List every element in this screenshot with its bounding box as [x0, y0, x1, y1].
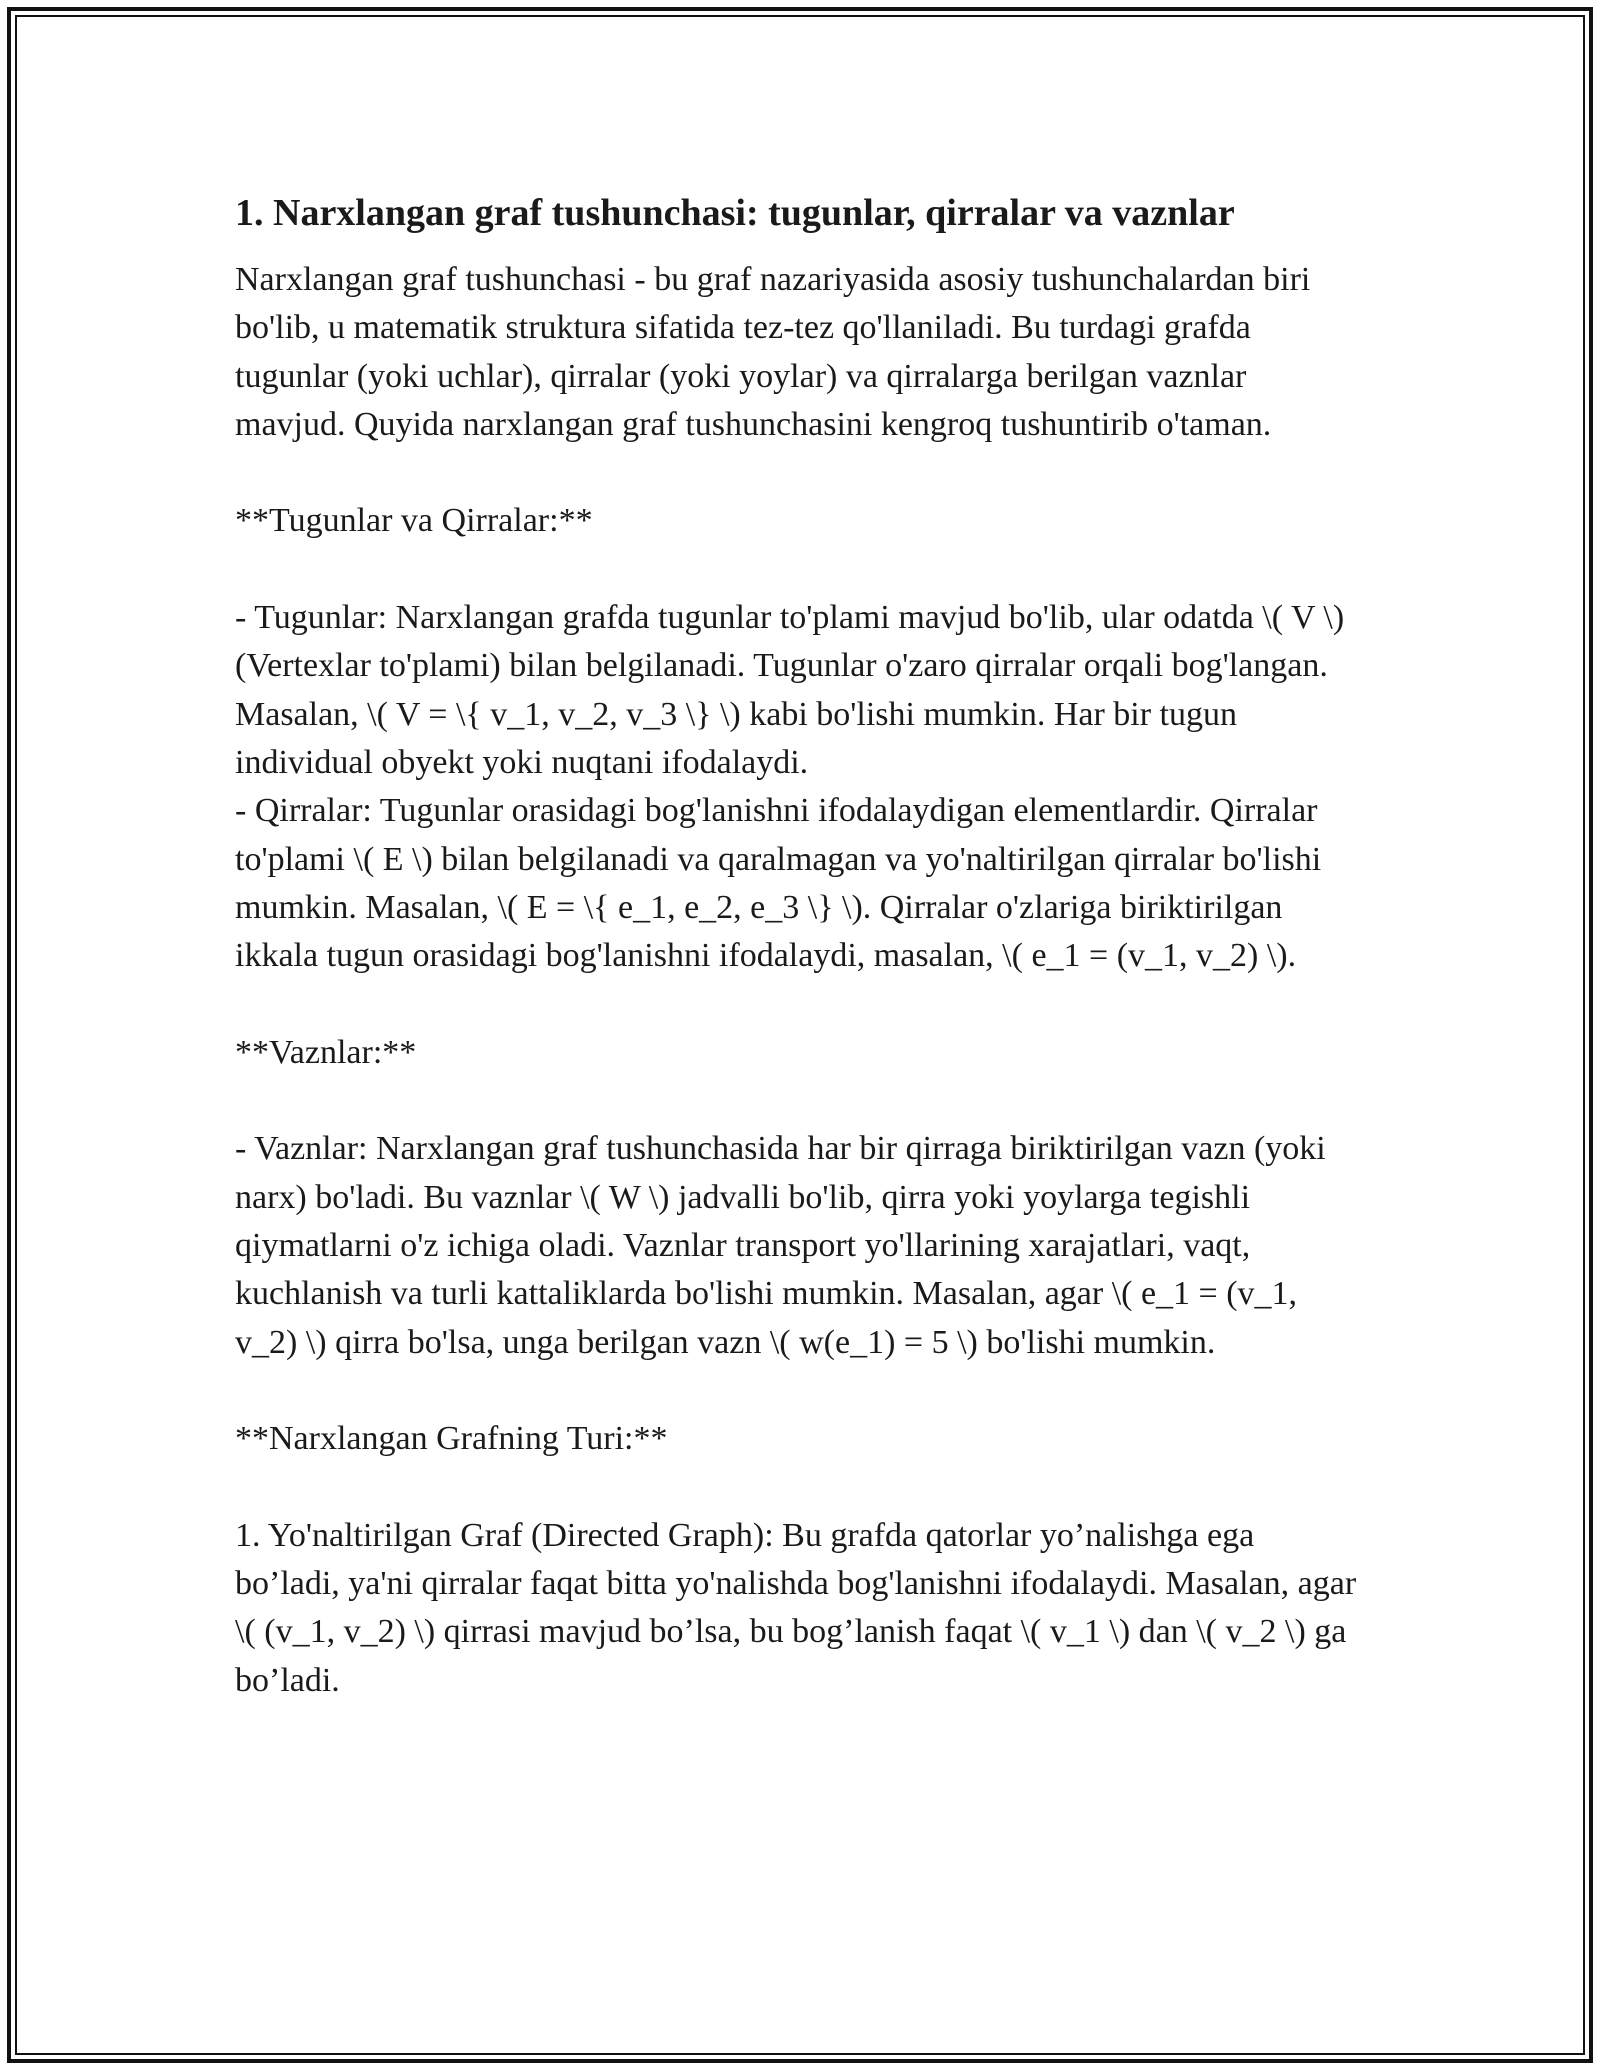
- spacer: [235, 546, 1365, 594]
- list-item-directed-graph: 1. Yo'naltirilgan Graf (Directed Graph): Bu grafda qatorlar yo’nalishga ega bo’ladi, ya'ni qirralar faqat bitta yo'nalishda bog'lanishni ifodalaydi. Masalan, agar \( (v_1, v_2) \) qirrasi mavjud bo’lsa, bu bog’lanish faqat \( v_1 \) dan \( v_2 \) ga bo’ladi.: [235, 1516, 1357, 1699]
- spacer: [235, 980, 1365, 1028]
- spacer: [235, 449, 1365, 497]
- list-item-vaznlar: - Vaznlar: Narxlangan graf tushunchasida har bir qirraga biriktirilgan vazn (yoki narx) bo'ladi. Bu vaznlar \( W \) jadvalli bo'lib, qirra yoki yoylarga tegishli qiymatlarni o'z ichiga oladi. Vaznlar transport yo'llarining xarajatlari, vaqt, kuchlanish va turli kattaliklarda bo'lishi mumkin. Masalan, agar \( e_1 = (v_1, v_2) \) qirra bo'lsa, unga berilgan vazn \( w(e_1) = 5 \) bo'lishi mumkin.: [235, 1130, 1326, 1361]
- section-title-graf-turi: **Narxlangan Grafning Turi:**: [235, 1420, 668, 1458]
- spacer: [235, 1463, 1365, 1511]
- list-item-tugunlar: - Tugunlar: Narxlangan grafda tugunlar to'plami mavjud bo'lib, ular odatda \( V \) (Vertexlar to'plami) bilan belgilanadi. Tugunlar o'zaro qirralar orqali bog'langan. Masalan, \( V = \{ v_1, v_2, v_3 \} \) kabi bo'lishi mumkin. Har bir tugun individual obyekt yoki nuqtani ifodalaydi.: [235, 599, 1345, 781]
- intro-paragraph: Narxlangan graf tushunchasi - bu graf nazariyasida asosiy tushunchalardan biri bo'lib, u matematik struktura sifatida tez-tez qo'llaniladi. Bu turdagi grafda tugunlar (yoki uchlar), qirralar (yoki yoylar) va qirralarga berilgan vaznlar mavjud. Quyida narxlangan graf tushunchasini kengroq tushuntirib o'taman.: [235, 261, 1311, 443]
- spacer: [235, 1367, 1365, 1415]
- section-title-tugunlar-qirralar: **Tugunlar va Qirralar:**: [235, 502, 593, 540]
- document-body: [235, 186, 1365, 1705]
- spacer: [235, 1077, 1365, 1125]
- section-title-vaznlar: **Vaznlar:**: [235, 1033, 417, 1071]
- page-title: 1. Narxlangan graf tushunchasi: tugunlar, qirralar va vaznlar: [235, 192, 1235, 234]
- list-item-qirralar: - Qirralar: Tugunlar orasidagi bog'lanishni ifodalaydigan elementlardir. Qirralar to'plami \( E \) bilan belgilanadi va qaralmagan va yo'naltirilgan qirralar bo'lishi mumkin. Masalan, \( E = \{ e_1, e_2, e_3 \} \). Qirralar o'zlariga biriktirilgan ikkala tugun orasidagi bog'lanishni ifodalaydi, masalan, \( e_1 = (v_1, v_2) \).: [235, 792, 1322, 975]
